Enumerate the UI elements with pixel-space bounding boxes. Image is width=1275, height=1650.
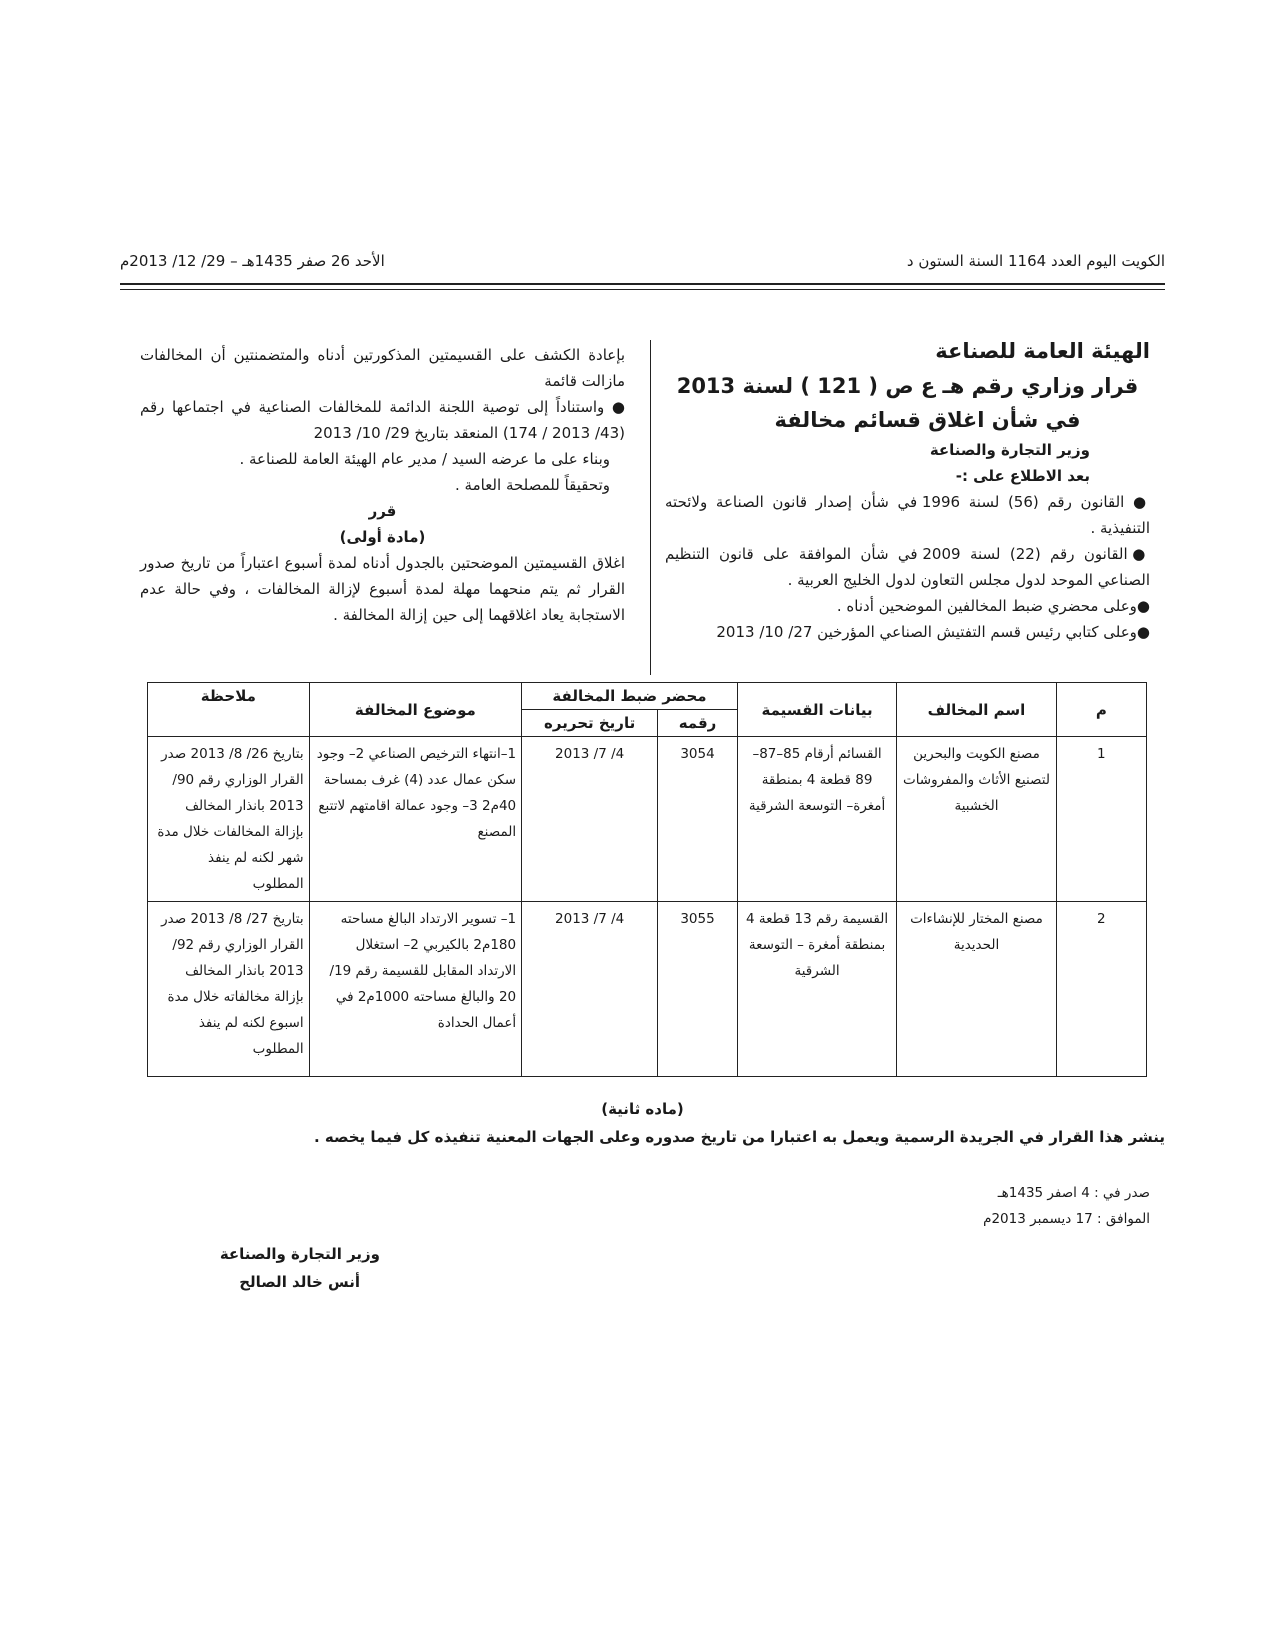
cell-subject: 1– تسوير الارتداد البالغ مساحته 180م2 بالكيربي 2– استغلال الارتداد المقابل للقسيمة رقم 19/ 20 والبالغ مساحته 1000م2 في أعمال الحدادة	[309, 902, 522, 1077]
cell-report-no: 3055	[658, 902, 738, 1077]
table-row	[148, 902, 1147, 1077]
cell-note: بتاريخ 26/ 8/ 2013 صدر القرار الوزاري رقم 90/ 2013 بانذار المخالف بإزالة المخالفات خلال مدة شهر لكنه لم ينفذ المطلوب	[148, 737, 310, 902]
col-header-note: ملاحظة	[148, 683, 310, 737]
header-publication: الكويت اليوم العدد 1164 السنة الستون د	[906, 252, 1165, 270]
minister-title: وزير التجارة والصناعة	[219, 1245, 380, 1263]
preamble-item: ●وعلى محضري ضبط المخالفين الموضحين أدناه .	[836, 597, 1150, 615]
cell-plot: القسيمة رقم 13 قطعة 4 بمنطقة أمغرة – التوسعة الشرقية	[737, 902, 896, 1077]
article2-title: (ماده ثانية)	[601, 1100, 684, 1118]
issue-date	[900, 1180, 1150, 1232]
preamble-item: ● القانون رقم (56) لسنة 1996 في شأن إصدار قانون الصناعة ولائحته التنفيذية .	[665, 493, 1150, 537]
page-header	[120, 248, 1165, 286]
preamble-item: ●وعلى كتابي رئيس قسم التفتيش الصناعي المؤرخين 27/ 10/ 2013	[716, 623, 1150, 641]
issue-date-gregorian: الموافق : 17 ديسمبر 2013م	[983, 1211, 1150, 1227]
col-header-subject: موضوع المخالفة	[309, 683, 522, 737]
cell-plot: القسائم أرقام 85–87– 89 قطعة 4 بمنطقة أمغرة– التوسعة الشرقية	[737, 737, 896, 902]
article2-section	[120, 1100, 1165, 1146]
cell-report-date: 4/ 7/ 2013	[522, 902, 658, 1077]
article1-title: (مادة أولى)	[339, 528, 426, 546]
header-date: الأحد 26 صفر 1435هـ – 29/ 12/ 2013م	[120, 252, 385, 270]
col-header-report-date: تاريخ تحريره	[522, 710, 658, 737]
preamble-item: ●القانون رقم (22) لسنة 2009 في شأن الموافقة على قانون التنظيم الصناعي الموحد لدول مجلس التعاون لدول الخليج العربية .	[665, 545, 1150, 589]
table-row	[148, 737, 1147, 902]
decree-preamble-column	[665, 333, 1150, 645]
minister-name: أنس خالد الصالح	[239, 1273, 360, 1291]
col-header-report: محضر ضبط المخالفة	[522, 683, 738, 710]
col-header-violator: اسم المخالف	[897, 683, 1056, 737]
decree-body-column	[140, 342, 625, 628]
article2-text: ينشر هذا القرار في الجريدة الرسمية ويعمل به اعتبارا من تاريخ صدوره وعلى الجهات المعنية تنفيذه كل فيما يخصه .	[313, 1128, 1165, 1146]
decree-subject: في شأن اغلاق قسائم مخالفة	[774, 408, 1081, 432]
cell-num: 2	[1056, 902, 1146, 1077]
article1-text: اغلاق القسيمتين الموضحتين بالجدول أدناه لمدة أسبوع اعتباراً من تاريخ صدور القرار ثم يتم منحهما مهلة لمدة أسبوع لإزالة المخالفات ، وفي حالة عدم الاستجابة يعاد اغلاقهما إلى حين إزالة المخالفة .	[140, 554, 625, 624]
col-header-plot: بيانات القسيمة	[737, 683, 896, 737]
violations-table	[147, 682, 1147, 1077]
decree-title: قرار وزاري رقم هـ ع ص ( 121 ) لسنة 2013	[676, 374, 1139, 398]
cell-report-no: 3054	[658, 737, 738, 902]
issue-date-hijri: صدر في : 4 اصفر 1435هـ	[997, 1185, 1150, 1201]
continued-text: وتحقيقاً للمصلحة العامة .	[455, 476, 610, 494]
resolved-heading: قرر	[368, 502, 397, 520]
cell-num: 1	[1056, 737, 1146, 902]
cell-subject: 1–انتهاء الترخيص الصناعي 2– وجود سكن عمال عدد (4) غرف بمساحة 40م2 3– وجود عمالة اقامتهم لاتتبع المصنع	[309, 737, 522, 902]
header-rule-thin	[120, 289, 1165, 290]
cell-violator: مصنع المختار للإنشاءات الحديدية	[897, 902, 1056, 1077]
organization-name: الهيئة العامة للصناعة	[935, 339, 1150, 363]
column-divider	[650, 340, 651, 675]
header-rule	[120, 283, 1165, 285]
after-review-label: بعد الاطلاع على :-	[955, 467, 1090, 485]
col-header-report-no: رقمه	[658, 710, 738, 737]
col-header-num: م	[1056, 683, 1146, 737]
cell-violator: مصنع الكويت والبحرين لتصنيع الأثاث والمفروشات الخشبية	[897, 737, 1056, 902]
cell-report-date: 4/ 7/ 2013	[522, 737, 658, 902]
cell-note: بتاريخ 27/ 8/ 2013 صدر القرار الوزاري رقم 92/ 2013 بانذار المخالف بإزالة مخالفاته خلال مدة اسبوع لكنه لم ينفذ المطلوب	[148, 902, 310, 1077]
continued-text: وبناء على ما عرضه السيد / مدير عام الهيئة العامة للصناعة .	[239, 450, 610, 468]
table-header-row	[148, 683, 1147, 710]
minister-signature	[150, 1240, 380, 1296]
continued-text: ● واستناداً إلى توصية اللجنة الدائمة للمخالفات الصناعية في اجتماعها رقم (43/ 2013 / 174) المنعقد بتاريخ 29/ 10/ 2013	[140, 398, 625, 442]
issuer: وزير التجارة والصناعة	[929, 441, 1090, 459]
continued-text: بإعادة الكشف على القسيمتين المذكورتين أدناه والمتضمنتين أن المخالفات مازالت قائمة	[140, 346, 625, 390]
